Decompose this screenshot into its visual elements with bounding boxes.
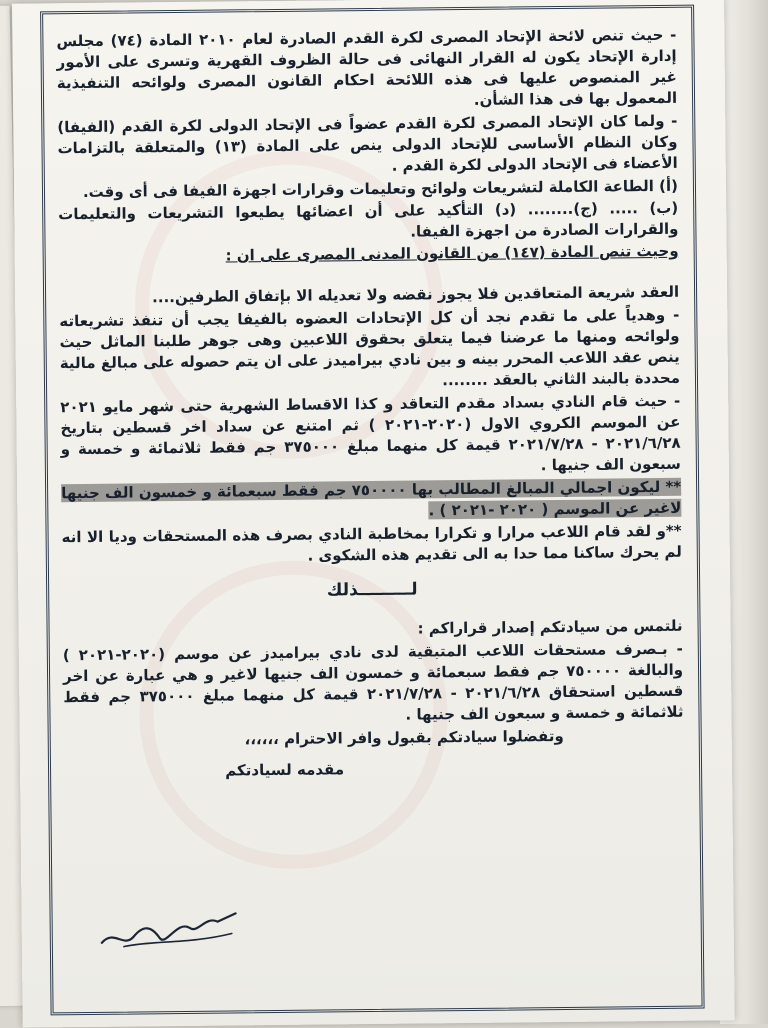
signature-caption: مقدمه لسيادتكم (225, 760, 345, 780)
document-body (56, 25, 684, 785)
highlight: ** ليكون اجمالي المبالغ المطالب بها ٧٥٠٠٠٠ جم فقط سبعمائة و خمسون الف جنيها لاغير عن الموسم ( ٢٠٢٠ -٢٠٢١ ) . (61, 477, 682, 520)
paragraph: العقد شريعة المتعاقدين فلا يجوز نقضه ولا تعديله الا بإتفاق الطرفين.... (152, 282, 680, 307)
paragraph: - بـصرف مستحقات اللاعب المتبقية لدى نادي بيراميدز عن موسم (٢٠٢٠-٢٠٢١ ) والبالغة ٧٥٠٠٠٠ جم فقط سبعمائة و خمسون الف جنيها لاغير و هي عبارة عن اخر قسطين استحقاق ٢٠٢١/٦/٢٨ - ٢٠٢١/٧/٢٨ قيمة كل منهما مبلغ ٣٧٥٠٠٠ جم فقط ثلاثمائة و خمسة و سبعون الف جنيها . (62, 639, 684, 724)
paragraph: - حيث قام النادي بسداد مقدم التعاقد و كذا الاقساط الشهرية حتى شهر مايو ٢٠٢١ عن الموسم الكروي الاول (٢٠٢٠-٢٠٢١ ) ثم امتنع عن سداد اخر قسطين بتاريخ ٢٠٢١/٦/٢٨ - ٢٠٢١/٧/٢٨ قيمة كل منهما مبلغ ٣٧٥٠٠٠ جم فقط ثلاثمائة و خمسة و سبعون الف جنيها . (60, 391, 681, 475)
paragraph: - ولما كان الإتحاد المصرى لكرة القدم عضواً فى الإتحاد الدولى لكرة القدم (الفيفا) وكان النظام الأساسى للإتحاد الدولى ينص على المادة (١٣) والمتعلقة بالتزامات الأعضاء فى الإتحاد الدولى لكرة القدم . (57, 111, 678, 175)
list-item: (أ) الطاعة الكاملة لتشريعات ولوائح وتعليمات وقرارات اجهزة الفيفا فى أى وقت. (82, 176, 679, 201)
document-page (12, 0, 735, 1028)
closing-line: وتفضلوا سيادتكم بقبول وافر الاحترام ،،،،،، (244, 726, 564, 749)
paragraph: - حيث تنص لائحة الإتحاد المصرى لكرة القدم الصادرة لعام ٢٠١٠ المادة (٧٤) مجلس إدارة الإتحاد يكون له القرار النهائى فى حالة الظروف القهرية وتسرى على الأمور غير المنصوص عليها فى هذه اللائحة احكام القانون المصرى ولوائحه التنفيذية المعمول بها فى هذا الشأن. (56, 25, 678, 109)
paragraph: - وهدياً على ما تقدم نجد أن كل الإتحادات العضوه بالفيفا يجب أن تنفذ تشريعاته ولوائحه ومنها ما عرضنا فيما يتعلق بحقوق اللاعبين وهى جوهر طلبنا الماثل حيث ينص عقد اللاعب المحرر بينه و بين نادي بيراميدز على ان يتم حصوله على مبالغ مالية محددة بالبند الثاني بالعقد ........ (59, 305, 681, 390)
list-item: (ب) ..... (ج)........ (د) التأكيد على أن اعضائها يطيعوا التشريعات والتعليمات والقرارات الصادرة من اجهزة الفيفا. (58, 198, 679, 241)
section-title: لـــــــــذلك (326, 579, 418, 601)
request-intro: نلتمس من سيادتكم إصدار قراراكم : (417, 616, 683, 638)
handwritten-signature (93, 897, 244, 959)
paragraph: **و لقد قام اللاعب مرارا و تكرارا بمخاطبة النادي بصرف هذه المستحقات وديا الا انه لم يحرك ساكنا مما حدا به الى تقديم هذه الشكوى . (61, 521, 682, 565)
highlighted-paragraph (61, 477, 681, 525)
section-heading: وحيث تنص المادة (١٤٧) من القانون المدنى المصرى على ان : (225, 241, 679, 265)
